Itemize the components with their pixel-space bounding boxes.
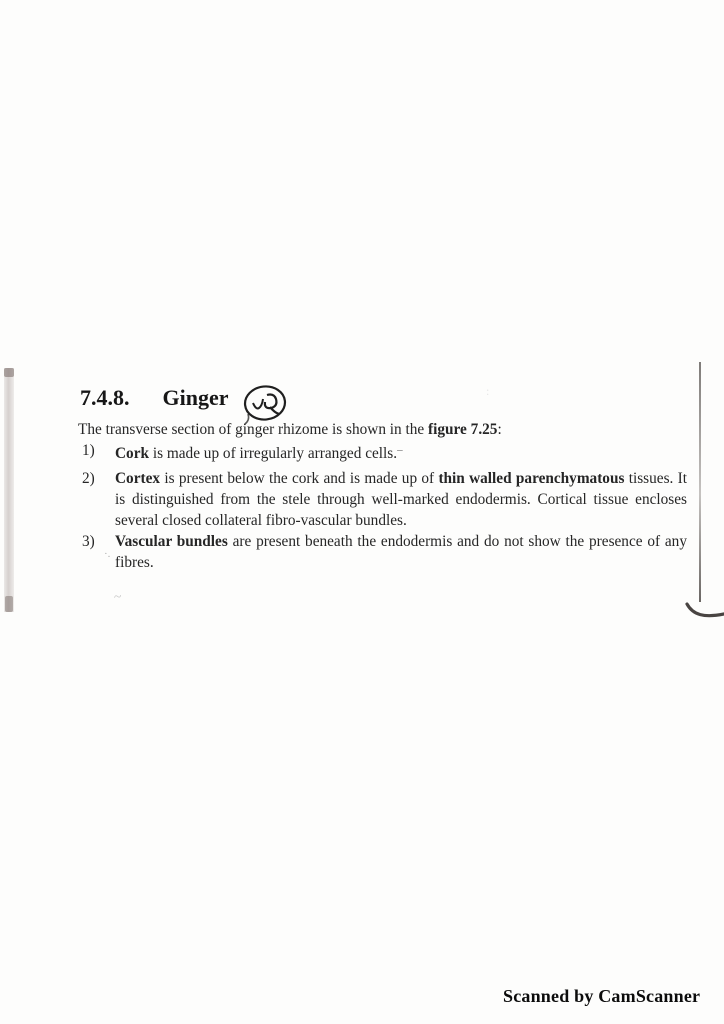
- scan-artifact-dot: ·.: [104, 548, 111, 560]
- term-vascular-bundles: Vascular bundles: [115, 533, 228, 550]
- list-item-text: [115, 440, 687, 464]
- list-number: 3): [82, 533, 95, 550]
- list-number: 2): [82, 470, 95, 487]
- scan-artifact-tilde: ~: [113, 589, 123, 606]
- scan-artifact-smudge: :: [486, 384, 490, 398]
- vascular-description: are present beneath the endodermis and do not show the presence of any fibres.: [115, 533, 687, 571]
- intro-paragraph: [78, 419, 698, 440]
- page-curl-mark: [684, 598, 724, 624]
- list-item-text: [115, 468, 687, 531]
- cortex-description-2: tissues. It is distinguished from the stele through well-marked endodermis. Cortical tissue encloses several closed collateral fibro-vascular bundles.: [115, 470, 687, 529]
- figure-reference: figure 7.25: [428, 421, 498, 438]
- scan-shadow-left-top: [4, 368, 14, 377]
- list-item-cortex: [82, 468, 696, 531]
- intro-text: The transverse section of ginger rhizome is shown in the: [78, 421, 429, 438]
- term-cork: Cork: [115, 445, 149, 462]
- camscanner-watermark: Scanned by CamScanner: [503, 986, 701, 1006]
- list-number: 1): [82, 442, 95, 459]
- list-item-cork: [82, 440, 696, 464]
- scan-shadow-left: [4, 368, 14, 612]
- scan-page-edge-right: [699, 362, 701, 602]
- scan-shadow-left-bottom: [5, 596, 13, 612]
- section-number: 7.4.8.: [80, 385, 130, 410]
- list-item-vascular-bundles: [82, 531, 696, 573]
- intro-colon: :: [497, 421, 502, 438]
- section-title: Ginger: [162, 385, 229, 410]
- term-parenchymatous: thin walled parenchymatous: [438, 470, 625, 487]
- cork-description: is made up of irregularly arranged cells.: [149, 445, 398, 462]
- scan-artifact-dash: –: [397, 444, 402, 456]
- list-item-text: [115, 531, 687, 573]
- term-cortex: Cortex: [115, 470, 161, 487]
- section-heading: [80, 385, 229, 411]
- cortex-description-1: is present below the cork and is made up of: [160, 470, 439, 487]
